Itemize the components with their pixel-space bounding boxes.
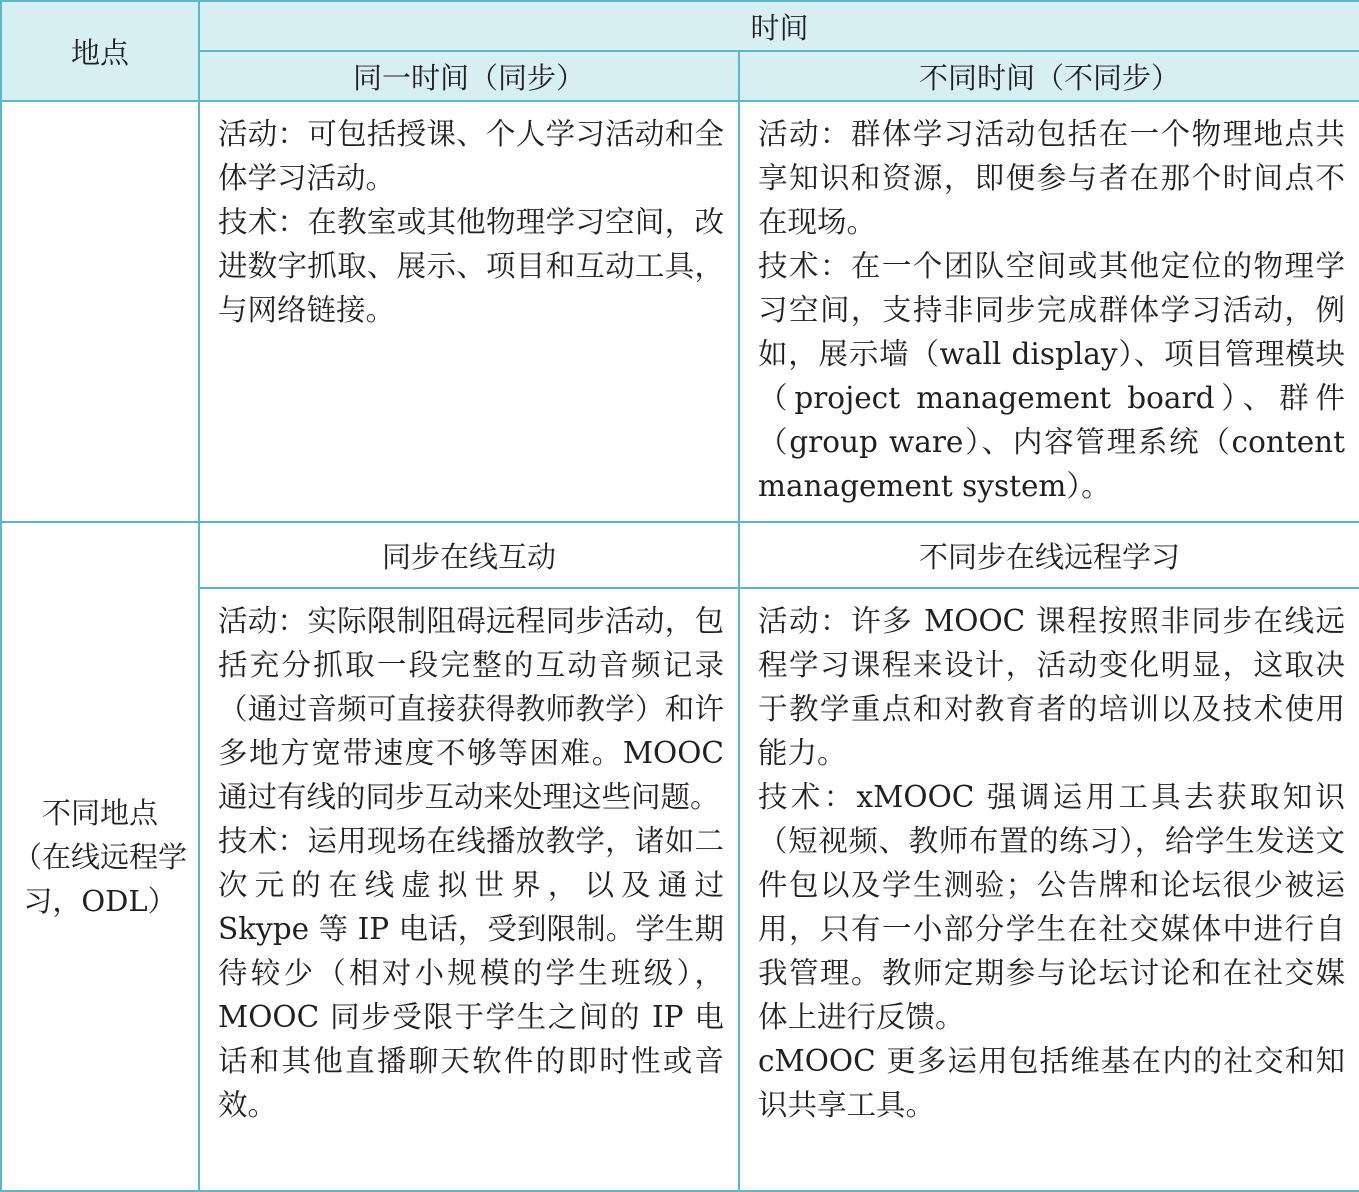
diff-place-label: 不同地点 [41,795,158,830]
same-place-cell [1,101,199,522]
header-same-time: 同一时间（同步） [199,51,739,101]
header-place: 地点 [1,1,199,101]
same-place-async-cell [739,101,1359,522]
same-place-sync-tech: 技术：在教室或其他物理学习空间，改进数字抓取、展示、项目和互动工具，与网络链接。 [218,205,724,327]
same-place-async-activity: 活动：群体学习活动包括在一个物理地点共享知识和资源，即便参与者在那个时间点不在现场。 [758,117,1346,239]
sync-online-title: 同步在线互动 [199,522,739,588]
diff-place-async-tech2: cMOOC 更多运用包括维基在内的社交和知识共享工具。 [758,1044,1346,1122]
same-place-sync-cell [199,101,739,522]
async-online-title: 不同步在线远程学习 [739,522,1359,588]
same-place-sync-activity: 活动：可包括授课、个人学习活动和全体学习活动。 [218,117,724,195]
diff-place-sublabel: （在线远程学习，ODL） [12,839,187,918]
diff-place-sync-tech: 技术：运用现场在线播放教学，诸如二次元的在线虚拟世界，以及通过 Skype 等 IP 电话，受到限制。学生期待较少（相对小规模的学生班级），MOOC 同步受限于学生之间的 IP 电话和其他直播聊天软件的即时性或音效。 [218,824,724,1122]
diff-place-async-activity: 活动：许多 MOOC 课程按照非同步在线远程学习课程来设计，活动变化明显，这取决于教学重点和对教育者的培训以及技术使用能力。 [758,604,1346,770]
same-place-async-tech: 技术：在一个团队空间或其他定位的物理学习空间，支持非同步完成群体学习活动，例如，展示墙（wall display）、项目管理模块（project management board）、群件（group ware）、内容管理系统（content management system）。 [758,249,1346,503]
diff-place-async-cell [739,588,1359,1191]
diff-place-cell [1,522,199,1191]
header-time: 时间 [199,1,1359,51]
header-diff-time: 不同时间（不同步） [739,51,1359,101]
diff-place-sync-cell [199,588,739,1191]
diff-place-sync-activity: 活动：实际限制阻碍远程同步活动，包括充分抓取一段完整的互动音频记录（通过音频可直接获得教师教学）和许多地方宽带速度不够等困难。MOOC 通过有线的同步互动来处理这些问题。 [218,604,724,814]
diff-place-async-tech: 技术：xMOOC 强调运用工具去获取知识（短视频、教师布置的练习），给学生发送文件包以及学生测验；公告牌和论坛很少被运用，只有一小部分学生在社交媒体中进行自我管理。教师定期参与论坛讨论和在社交媒体上进行反馈。 [758,780,1346,1034]
